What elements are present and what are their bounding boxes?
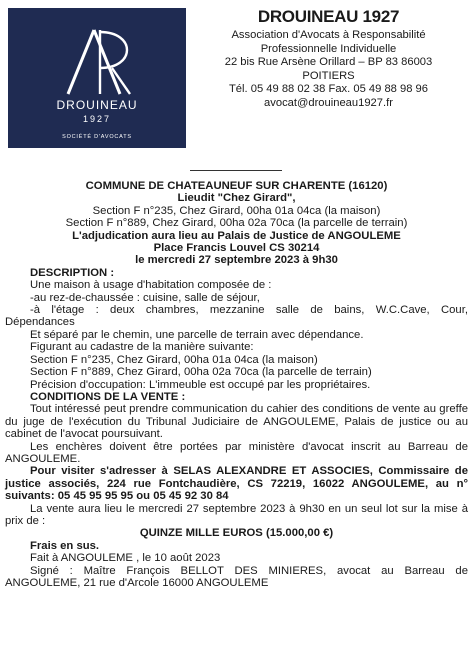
parcel-line: Section F n°889, Chez Girard, 00ha 02a 70ca (la parcelle de terrain) (65, 217, 408, 230)
divider (190, 170, 282, 171)
commune-heading: COMMUNE DE CHATEAUNEUF SUR CHARENTE (16120) (85, 180, 388, 192)
header-email: avocat@drouineau1927.fr (264, 96, 393, 109)
date-line: le mercredi 27 septembre 2023 à 9h30 (135, 254, 338, 267)
description-line: -à l'étage : deux chambres, mezzanine salle de bains, W.C.Cave, Cour, (30, 304, 468, 317)
adjudication-line: L'adjudication aura lieu au Palais de Justice de ANGOULEME (72, 229, 401, 242)
description-heading: DESCRIPTION : (30, 266, 115, 279)
firm-header (190, 6, 467, 111)
description-line: Figurant au cadastre de la manière suivante: (30, 341, 254, 354)
fees-note: Frais en sus. (30, 539, 100, 552)
conditions-text: Les enchères doivent être portées par ministère d'avocat inscrit au Barreau de ANGOULEME. (5, 440, 468, 465)
header-line: Association d'Avocats à Responsabilité (231, 29, 426, 41)
description-line: Une maison à usage d'habitation composée de : (30, 279, 272, 292)
logo-name: DROUINEAU (56, 98, 138, 112)
done-at: Fait à ANGOULEME , le 10 août 2023 (30, 552, 221, 565)
description-line: Section F n°889, Chez Girard, 00ha 02a 70ca (la parcelle de terrain) (30, 366, 372, 379)
place-line: Place Francis Louvel CS 30214 (153, 242, 320, 255)
monogram-icon (8, 8, 186, 100)
conditions-heading: CONDITIONS DE LA VENTE : (30, 390, 186, 403)
firm-logo (8, 8, 186, 148)
signature-text: Signé : Maître François BELLOT DES MINIERES, avocat au Barreau de ANGOULEME, 21 rue d'Arcole 16000 ANGOULEME (5, 564, 468, 589)
visit-text: Pour visiter s'adresser à SELAS ALEXANDRE ET ASSOCIES, Commissaire de justice associés, 224 rue Fontchaudière, CS 72219, 16022 ANGOULEME, au n° suivants: 05 45 95 95 95 ou 05 45 92 30 84 (5, 465, 468, 503)
header-line: Tél. 05 49 88 02 38 Fax. 05 49 88 98 96 (228, 83, 429, 96)
firm-title: DROUINEAU 1927 (257, 7, 400, 26)
sale-text: La vente aura lieu le mercredi 27 septembre 2023 à 9h30 en un seul lot sur la mise à prix de : (5, 502, 468, 527)
description-line: Et séparé par le chemin, une parcelle de terrain avec dépendance. (30, 328, 364, 341)
logo-year: 1927 (82, 114, 112, 124)
description-line: Précision d'occupation: L'immeuble est occupé par les propriétaires. (30, 378, 371, 391)
header-line: POITIERS (302, 69, 355, 82)
conditions-text: Tout intéressé peut prendre communication du cahier des conditions de vente au greffe du juge de l'exécution du Tribunal Judiciaire de ANGOULEME, Palais de justice ou au cabinet de l'avocat poursuivant. (5, 403, 468, 441)
notice-body (5, 180, 468, 589)
description-line: Section F n°235, Chez Girard, 00ha 01a 04ca (la maison) (30, 353, 318, 366)
description-line: Dépendances (5, 316, 75, 329)
header-line: 22 bis Rue Arsène Orillard – BP 83 86003 (224, 56, 433, 69)
header-line: Professionnelle Individuelle (260, 42, 397, 55)
description-line: -au rez-de-chaussée : cuisine, salle de séjour, (30, 291, 260, 304)
lieudit: Lieudit "Chez Girard", (177, 192, 296, 205)
parcel-line: Section F n°235, Chez Girard, 00ha 01a 04ca (la maison) (92, 204, 381, 217)
logo-tagline: SOCIÉTÉ D'AVOCATS (62, 134, 132, 140)
starting-price: QUINZE MILLE EUROS (15.000,00 €) (139, 527, 334, 540)
